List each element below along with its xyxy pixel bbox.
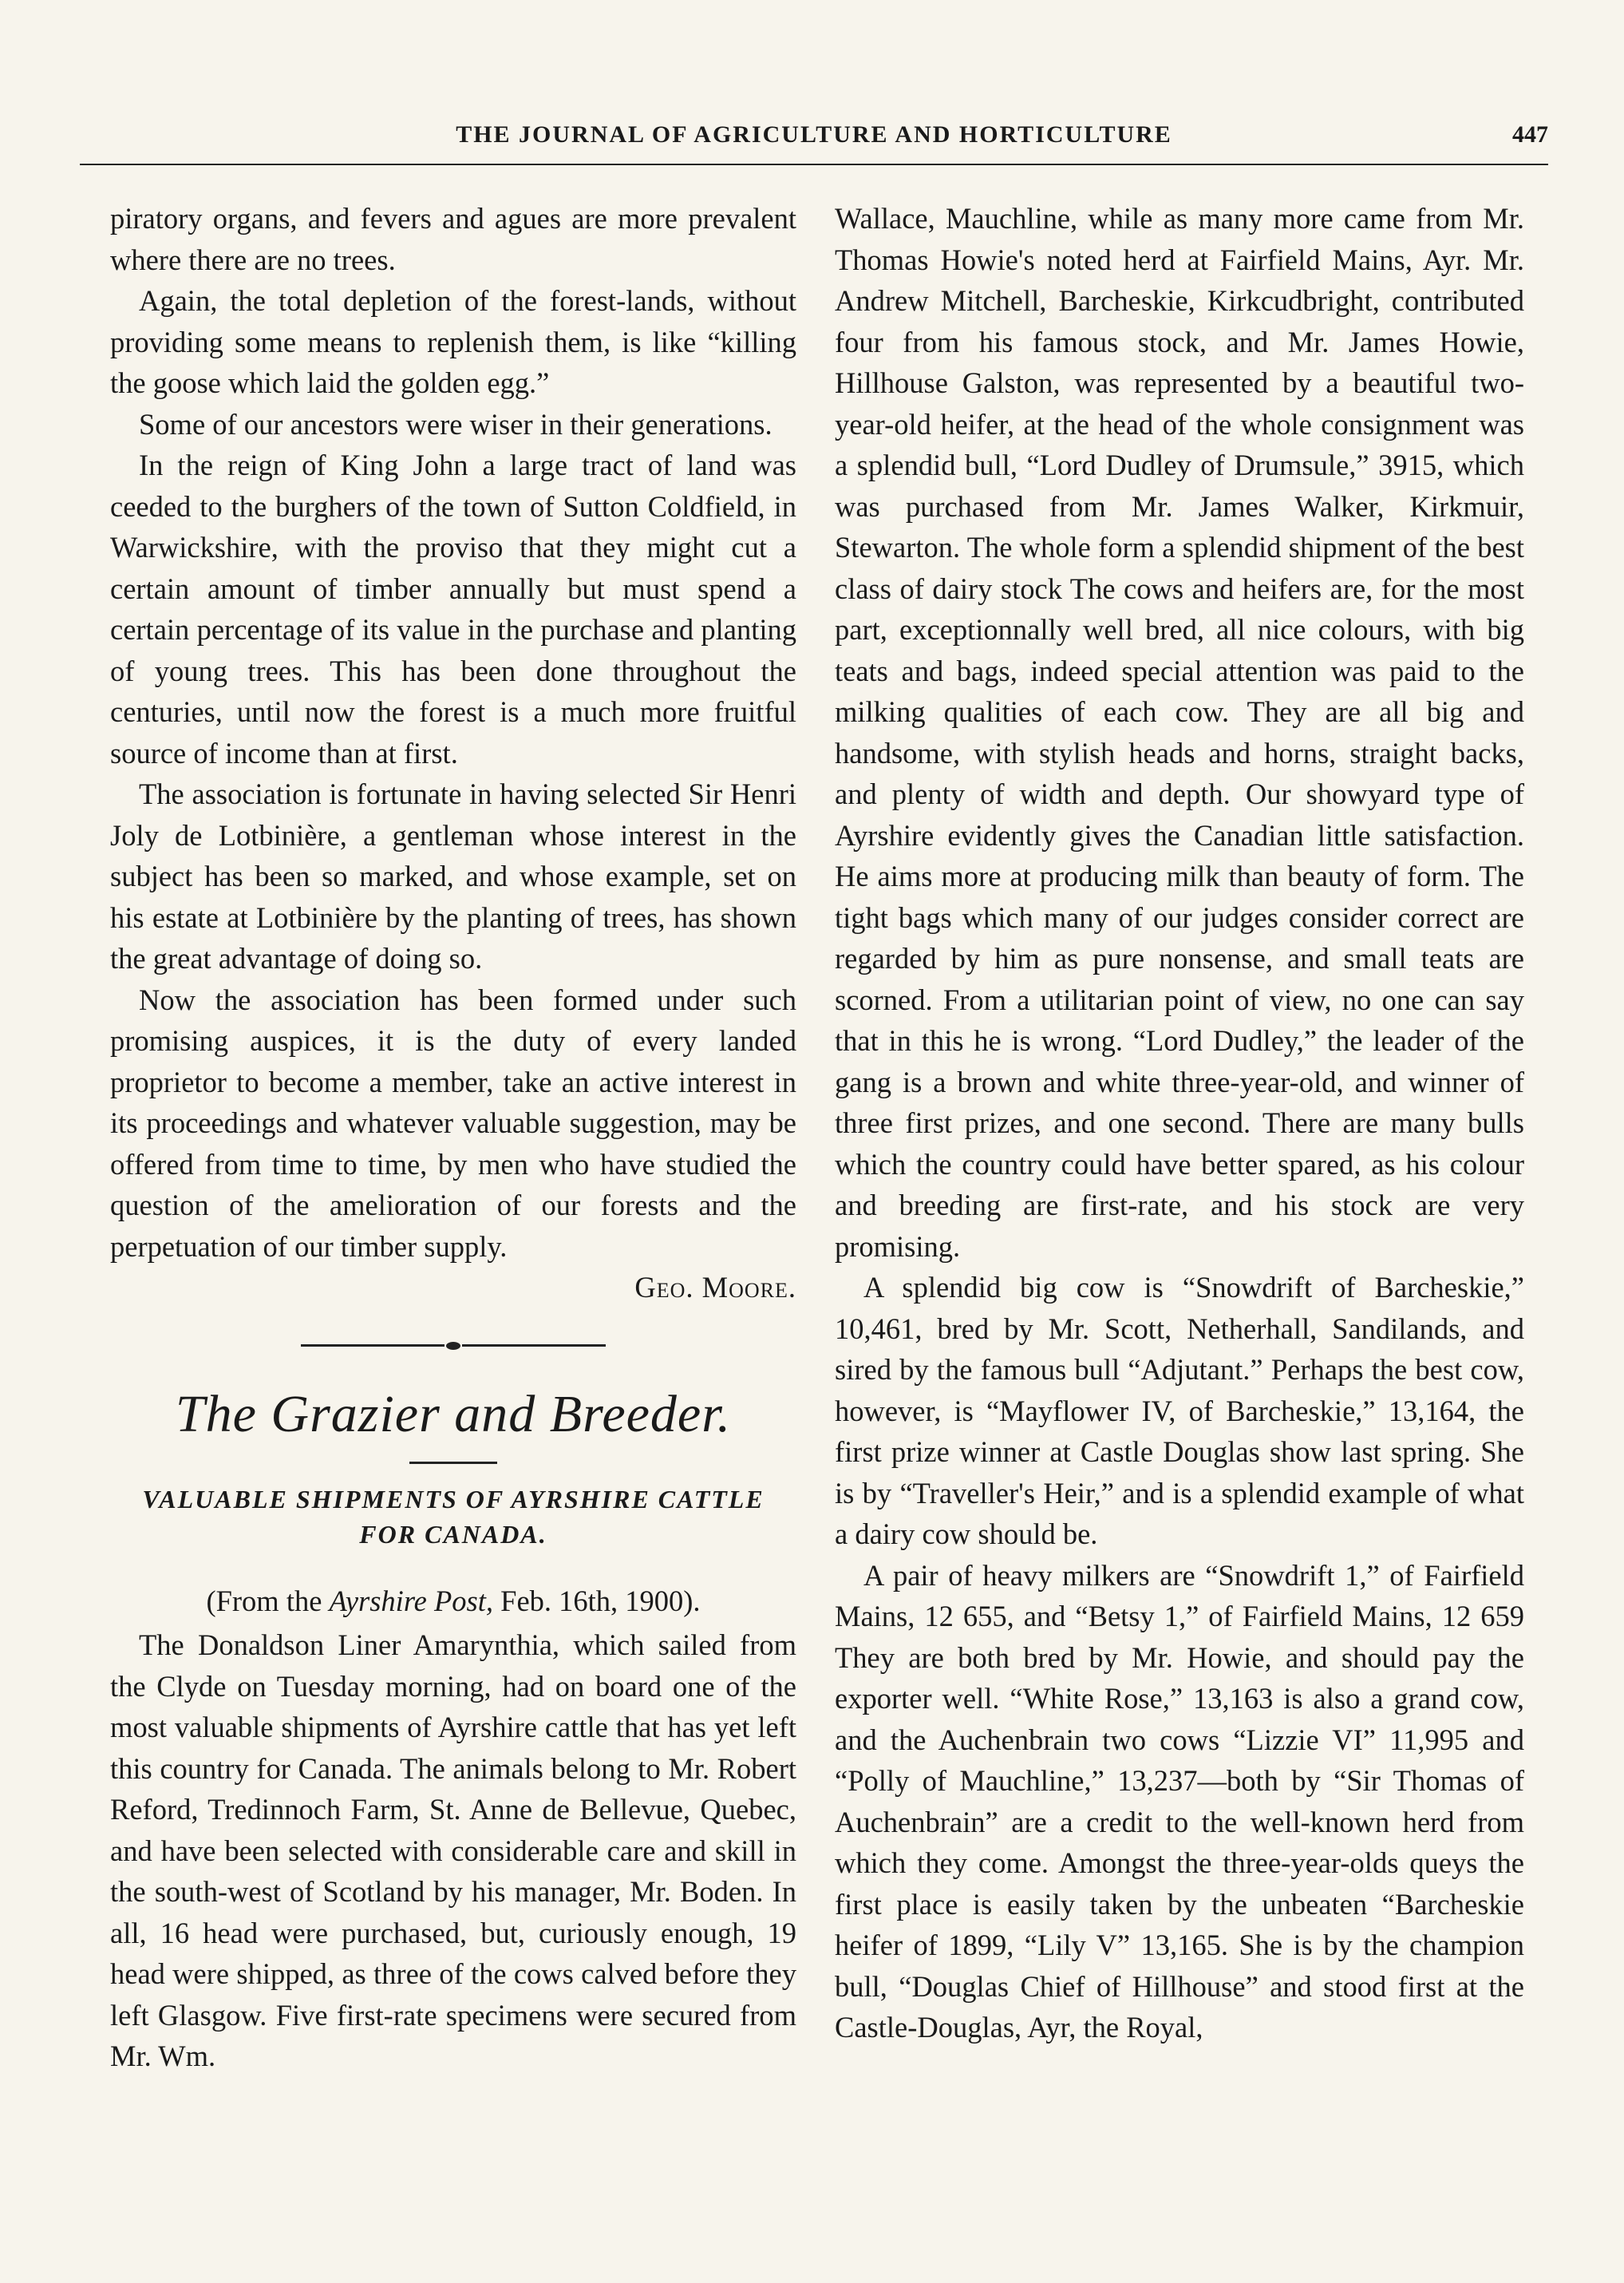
source-publication: Ayrshire Post, [329,1584,494,1617]
page-number: 447 [1512,121,1548,148]
paragraph: The Donaldson Liner Amarynthia, which sailed from the Clyde on Tuesday morning, had on board one of the most valuable shipments of Ayrshire cattle that has yet left this country for Canada. The animals belong to Mr. Robert Reford, Tredinnoch Farm, St. Anne de Bellevue, Quebec, and have been selected with considerable care and skill in the south-west of Scotland by his manager, Mr. Boden. In all, 16 head were purchased, but, curiously enough, 19 head were shipped, as three of the cows calved before they left Glasgow. Five first-rate specimens were secured from Mr. Wm. [110,1628,796,2072]
section-title: The Grazier and Breeder. [175,1384,732,1443]
right-column [835,198,1524,2048]
paragraph: Some of our ancestors were wiser in their generations. [139,407,772,441]
paragraph: piratory organs, and fevers and agues are more prevalent where there are no trees. [110,202,796,276]
short-rule [409,1462,497,1464]
journal-title: THE JOURNAL OF AGRICULTURE AND HORTICULTURE [456,121,1172,148]
article-title: VALUABLE SHIPMENTS OF AYRSHIRE CATTLE FOR CANADA. [142,1484,765,1549]
running-header [80,121,1548,161]
author-signature: Geo. Moore. [634,1271,796,1304]
paragraph: A splendid big cow is “Snowdrift of Barcheskie,” 10,461, bred by Mr. Scott, Netherhall, Sandilands, and sired by the famous bull “Adjutant.” Perhaps the best cow, however, is “Mayflower IV, of Barcheskie,” 13,164, the first prize winner at Castle Douglas show last spring. She is by “Traveller's Heir,” and is a splendid example of what a dairy cow should be. [835,1271,1524,1550]
paragraph: The association is fortunate in having selected Sir Henri Joly de Lotbinière, a gentleman whose interest in the subject has been so marked, and whose example, set on his estate at Lotbinière by the planting of trees, has shown the great advantage of doing so. [110,777,796,975]
paragraph: Wallace, Mauchline, while as many more came from Mr. Thomas Howie's noted herd at Fairfield Mains, Ayr. Mr. Andrew Mitchell, Barcheskie, Kirkcudbright, contributed four from his famous stock, and Mr. James Howie, Hillhouse Galston, was represented by a beautiful two-year-old heifer, at the head of the whole consignment was a splendid bull, “Lord Dudley of Drumsule,” 3915, which was purchased from Mr. James Walker, Kirkmuir, Stewarton. The whole form a splendid shipment of the best class of dairy stock The cows and heifers are, for the most part, exceptionnally well bred, all nice colours, with big teats and bags, indeed special attention was paid to the milking qualities of each cow. They are all big and handsome, with stylish heads and horns, straight backs, and plenty of width and depth. Our showyard type of Ayrshire evidently gives the Canadian little satisfaction. He aims more at producing milk than beauty of form. The tight bags which many of our judges consider correct are regarded by him as pure nonsense, and small teats are scorned. From a utilitarian point of view, no one can say that in this he is wrong. “Lord Dudley,” the leader of the gang is a brown and white three-year-old, and winner of three first prizes, and one second. There are many bulls which the country could have better spared, as his colour and breeding are first-rate, and his stock are very promising. [835,202,1524,1263]
paragraph: Again, the total depletion of the forest-lands, without providing some means to replenish them, is like “killing the goose which laid the golden egg.” [110,284,796,399]
left-column [110,198,796,2077]
header-rule [80,164,1548,165]
section-divider-ornament [110,1320,796,1372]
signature-line [110,1267,796,1308]
paragraph: A pair of heavy milkers are “Snowdrift 1,” of Fairfield Mains, 12 655, and “Betsy 1,” of Fairfield Mains, 12 659 They are both bred by Mr. Howie, and should pay the exporter well. “White Rose,” 13,163 is also a grand cow, and the Auchenbrain two cows “Lizzie VI” 11,995 and “Polly of Mauchline,” 13,237—both by “Sir Thomas of Auchenbrain” are a credit to the well-known herd from which they come. Amongst the three-year-olds queys the first place is easily taken by the unbeaten “Barcheskie heifer of 1899, “Lily V” 13,165. She is by the champion bull, “Douglas Chief of Hillhouse” and stood first at the Castle-Douglas, Ayr, the Royal, [835,1558,1524,2044]
paragraph: Now the association has been formed under such promising auspices, it is the duty of every landed proprietor to become a member, take an active interest in its proceedings and whatever valuable suggestion, may be offered from time to time, by men who have studied the question of the amelioration of our forests and the perpetuation of our timber supply. [110,983,796,1263]
source-citation: (From the Ayrshire Post, Feb. 16th, 1900). [206,1584,701,1617]
paragraph: In the reign of King John a large tract of land was ceeded to the burghers of the town of Sutton Coldfield, in Warwickshire, with the proviso that they might cut a certain amount of timber annually but must spend a certain percentage of its value in the purchase and planting of young trees. This has been done throughout the centuries, until now the forest is a much more fruitful source of income than at first. [110,449,796,770]
